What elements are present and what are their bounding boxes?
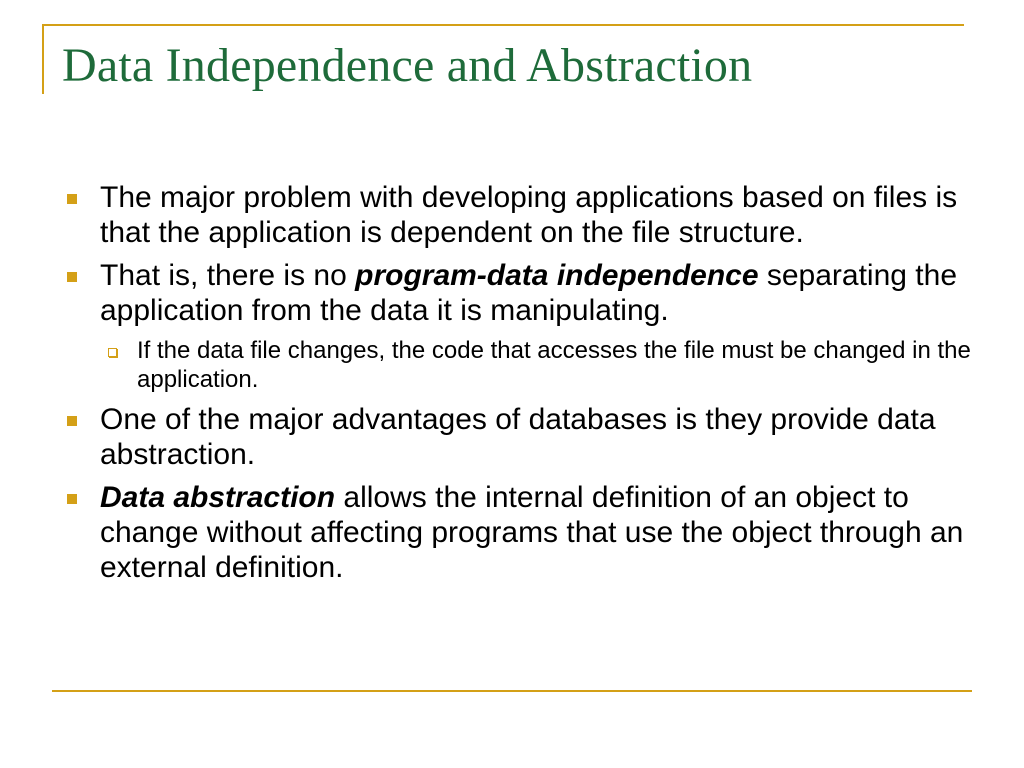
slide-title: Data Independence and Abstraction — [62, 39, 753, 92]
bullet-text: The major problem with developing applications based on files is that the application is dependent on the file structure. — [100, 181, 958, 249]
bullet-text-prefix: That is, there is no — [100, 259, 356, 292]
bullet-text-suffix: separating the application from the data it is manipulating. — [100, 259, 958, 327]
bullet-item-4 — [62, 480, 972, 585]
bullet-item-1 — [62, 180, 972, 250]
bullet-emphasis: Data abstraction — [100, 481, 336, 514]
square-bullet-icon — [67, 494, 77, 504]
slide-content — [62, 180, 972, 593]
bullet-emphasis: program-data independence — [355, 259, 759, 292]
frame-left-line — [42, 24, 44, 94]
sub-bullet-text: If the data file changes, the code that accesses the file must be changed in the application. — [137, 337, 971, 393]
square-bullet-icon — [67, 416, 77, 426]
frame-top-line — [42, 24, 964, 26]
sub-bullet-item-1 — [62, 336, 972, 394]
bullet-text-suffix: allows the internal definition of an object to change without affecting programs that use the object through an external definition. — [100, 481, 964, 584]
bullet-item-2 — [62, 258, 972, 328]
square-bullet-icon — [67, 194, 77, 204]
frame-bottom-line — [52, 690, 972, 692]
bullet-text: One of the major advantages of databases is they provide data abstraction. — [100, 403, 936, 471]
square-bullet-icon — [67, 272, 77, 282]
bullet-item-3 — [62, 402, 972, 472]
hollow-square-bullet-icon — [108, 348, 117, 357]
